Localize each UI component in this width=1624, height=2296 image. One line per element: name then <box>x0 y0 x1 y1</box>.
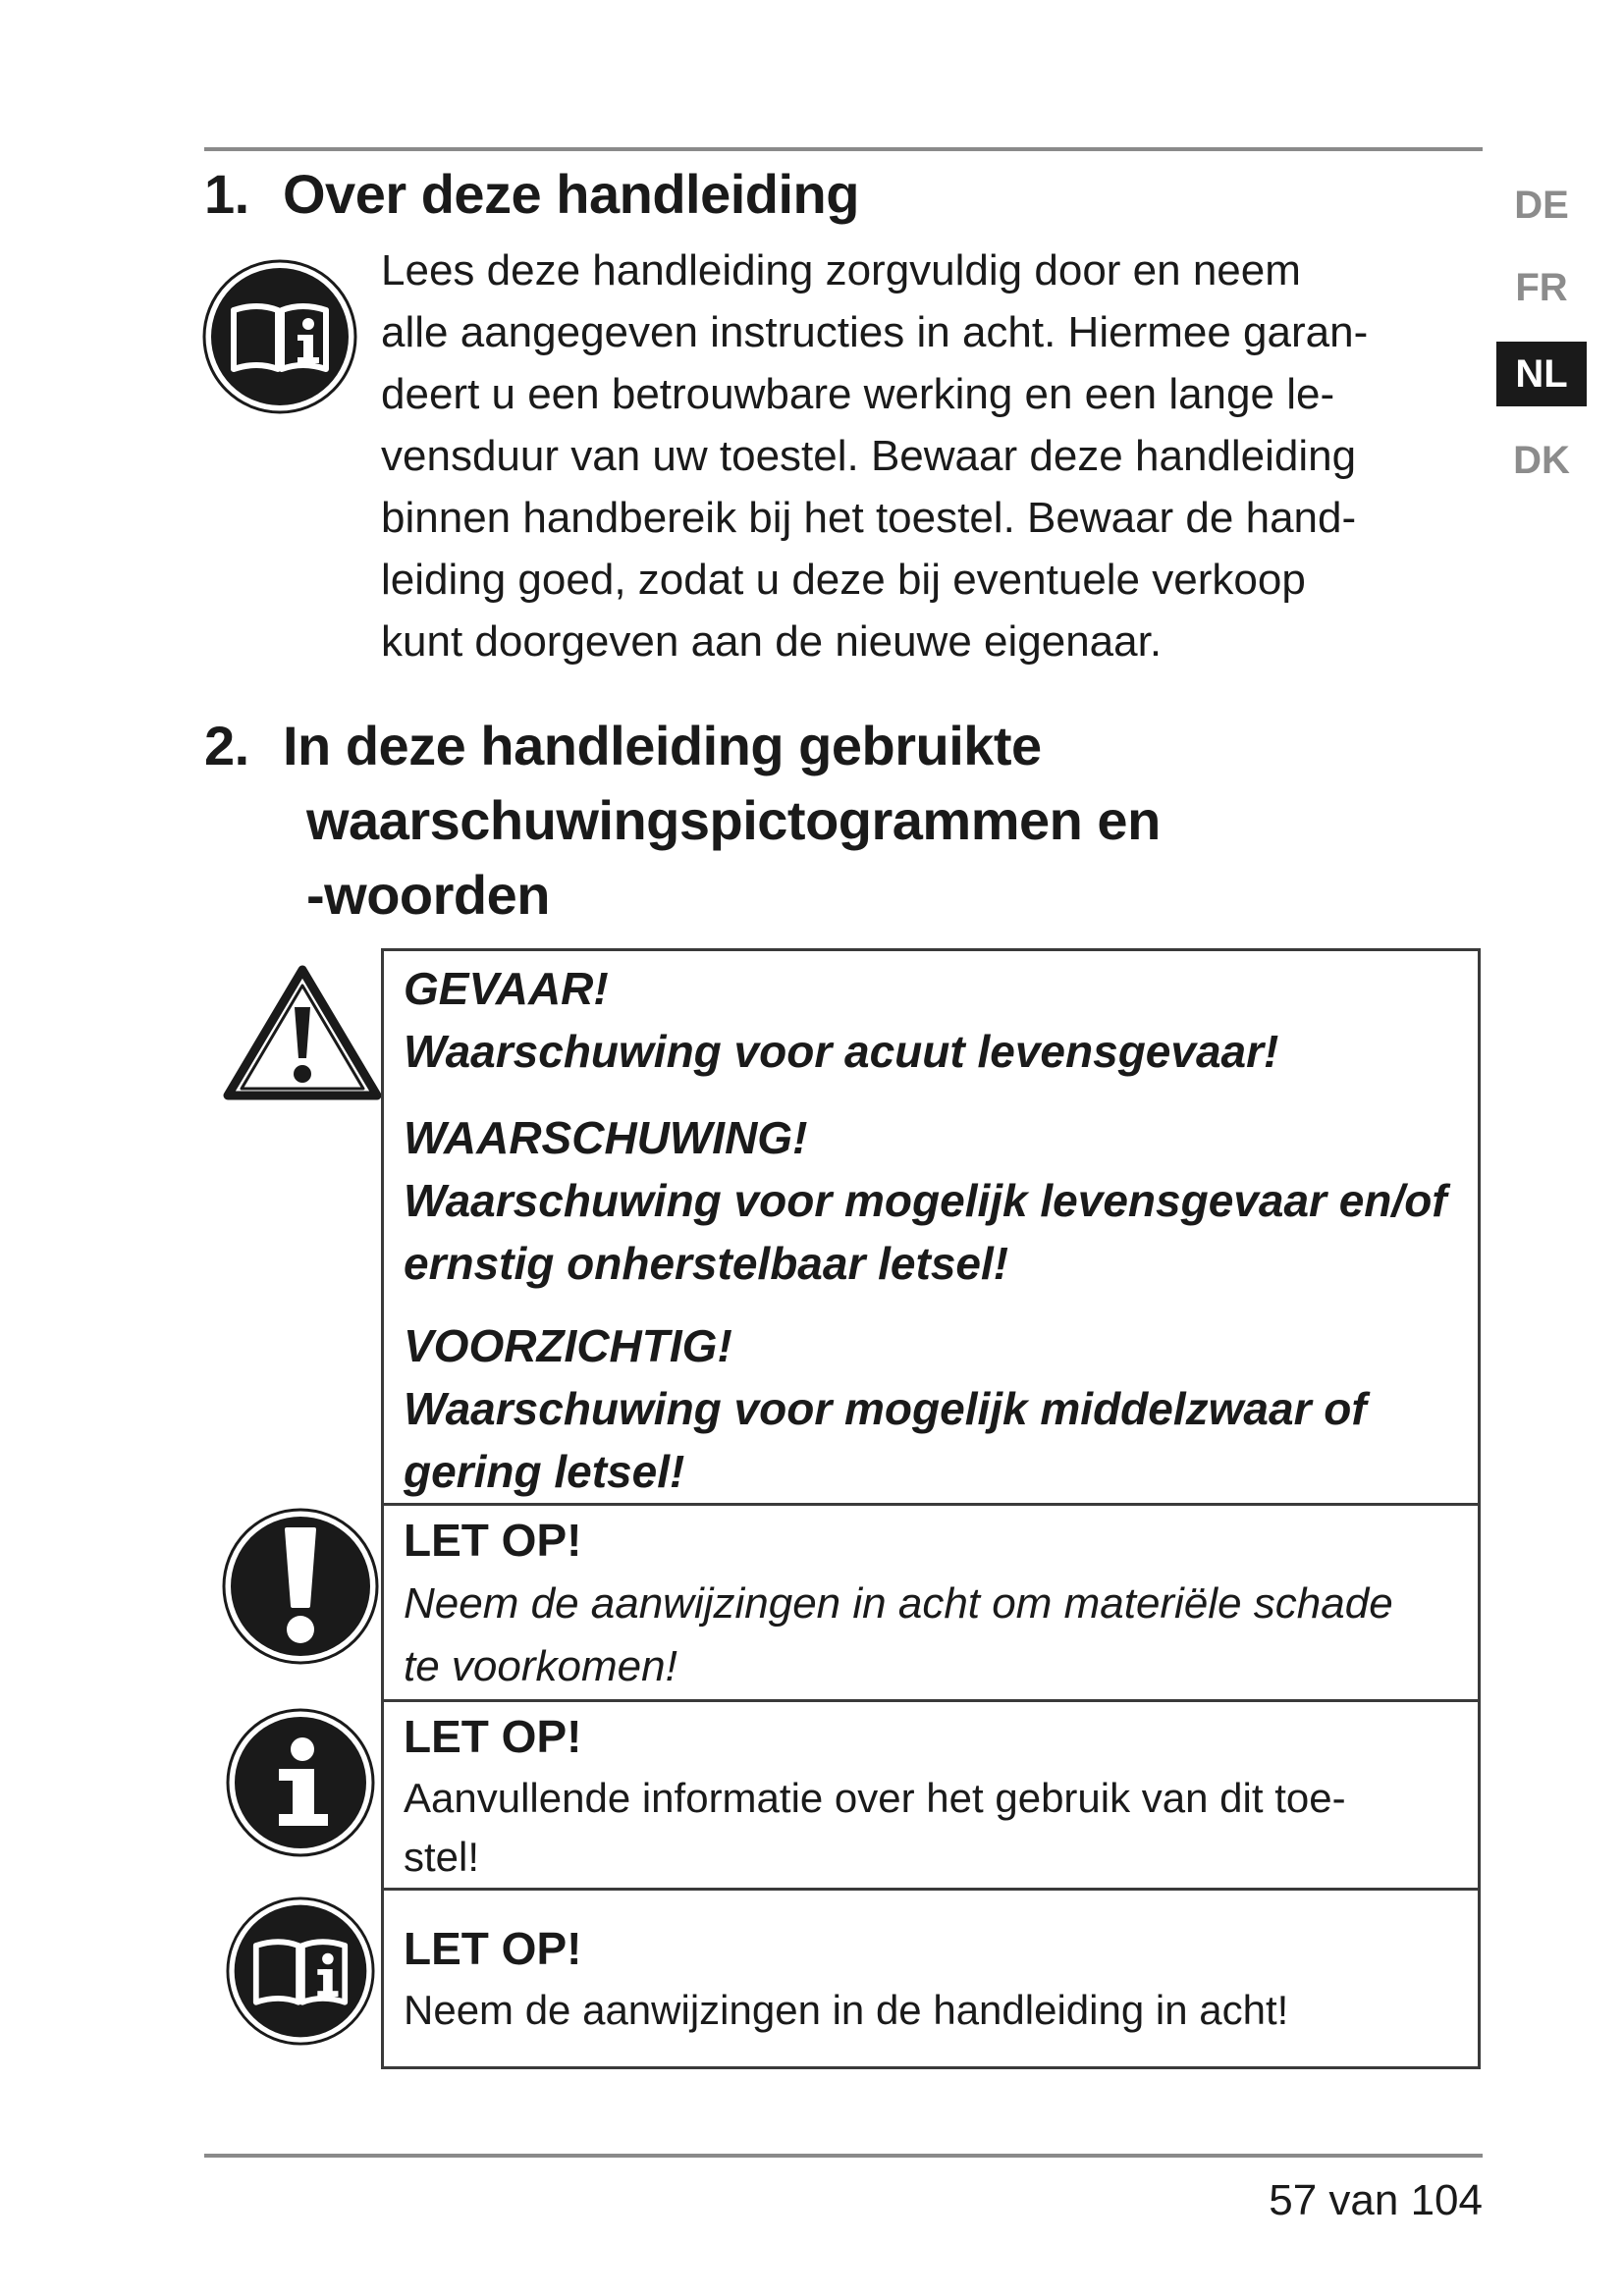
section-1-line: leiding goed, zodat u deze bij eventuele verkoop <box>381 556 1306 604</box>
section-1-line: Lees deze handleiding zorgvuldig door en neem <box>381 246 1301 294</box>
info-circle-icon <box>226 1708 375 1857</box>
book-info-icon <box>202 259 357 414</box>
section-1-number: 1. <box>204 163 249 225</box>
caution-text: te voorkomen! <box>404 1642 677 1690</box>
caution-title: LET OP! <box>404 1515 582 1566</box>
info-row <box>384 1699 1478 1888</box>
section-1-body <box>381 240 1490 672</box>
bottom-rule <box>204 2154 1483 2158</box>
voorzichtig-text: Waarschuwing voor mogelijk middelzwaar of <box>404 1383 1367 1434</box>
waarschuwing-title: WAARSCHUWING! <box>404 1112 808 1163</box>
gevaar-text: Waarschuwing voor acuut levensgevaar! <box>404 1026 1279 1077</box>
voorzichtig-title: VOORZICHTIG! <box>404 1320 732 1371</box>
lang-tab-nl[interactable]: NL <box>1496 342 1587 406</box>
gevaar-title: GEVAAR! <box>404 963 609 1014</box>
section-1-line: binnen handbereik bij het toestel. Bewaar de hand- <box>381 494 1357 542</box>
manual-row <box>384 1888 1478 2066</box>
waarschuwing-text: Waarschuwing voor mogelijk levensgevaar en/of <box>404 1175 1447 1226</box>
warning-triangle-icon <box>222 964 383 1101</box>
section-2-number: 2. <box>204 715 249 776</box>
section-1-heading <box>204 157 859 232</box>
book-info-icon <box>226 1896 375 2046</box>
exclamation-circle-icon <box>222 1508 379 1665</box>
lang-tab-fr[interactable]: FR <box>1515 266 1568 309</box>
lang-tab-dk[interactable]: DK <box>1513 439 1570 482</box>
section-2-title-line: In deze handleiding gebruikte <box>283 715 1042 776</box>
waarschuwing-text: ernstig onherstelbaar letsel! <box>404 1238 1009 1289</box>
info-title: LET OP! <box>404 1711 582 1762</box>
info-text: Aanvullende informatie over het gebruik van dit toe- <box>404 1775 1346 1821</box>
caution-text: Neem de aanwijzingen in acht om materiële schade <box>404 1579 1393 1628</box>
section-2-title-line: waarschuwingspictogrammen en <box>306 789 1161 851</box>
top-rule <box>204 147 1483 151</box>
manual-text: Neem de aanwijzingen in de handleiding in acht! <box>404 1987 1289 2033</box>
info-text: stel! <box>404 1834 480 1880</box>
section-1-title: Over deze handleiding <box>283 163 859 225</box>
section-1-line: alle aangegeven instructies in acht. Hiermee garan- <box>381 308 1369 356</box>
section-1-line: deert u een betrouwbare werking en een lange le- <box>381 370 1335 418</box>
page-number: 57 van 104 <box>1269 2176 1483 2224</box>
lang-tab-de[interactable]: DE <box>1514 184 1569 227</box>
manual-title: LET OP! <box>404 1923 582 1974</box>
section-2-heading <box>204 709 1161 933</box>
caution-row <box>384 1503 1478 1699</box>
section-2-title-line: -woorden <box>306 864 550 926</box>
voorzichtig-text: gering letsel! <box>404 1446 685 1497</box>
section-1-line: kunt doorgeven aan de nieuwe eigenaar. <box>381 617 1163 666</box>
section-1-line: vensduur van uw toestel. Bewaar deze handleiding <box>381 432 1357 480</box>
danger-row <box>384 951 1478 1503</box>
warning-table <box>381 948 1481 2069</box>
